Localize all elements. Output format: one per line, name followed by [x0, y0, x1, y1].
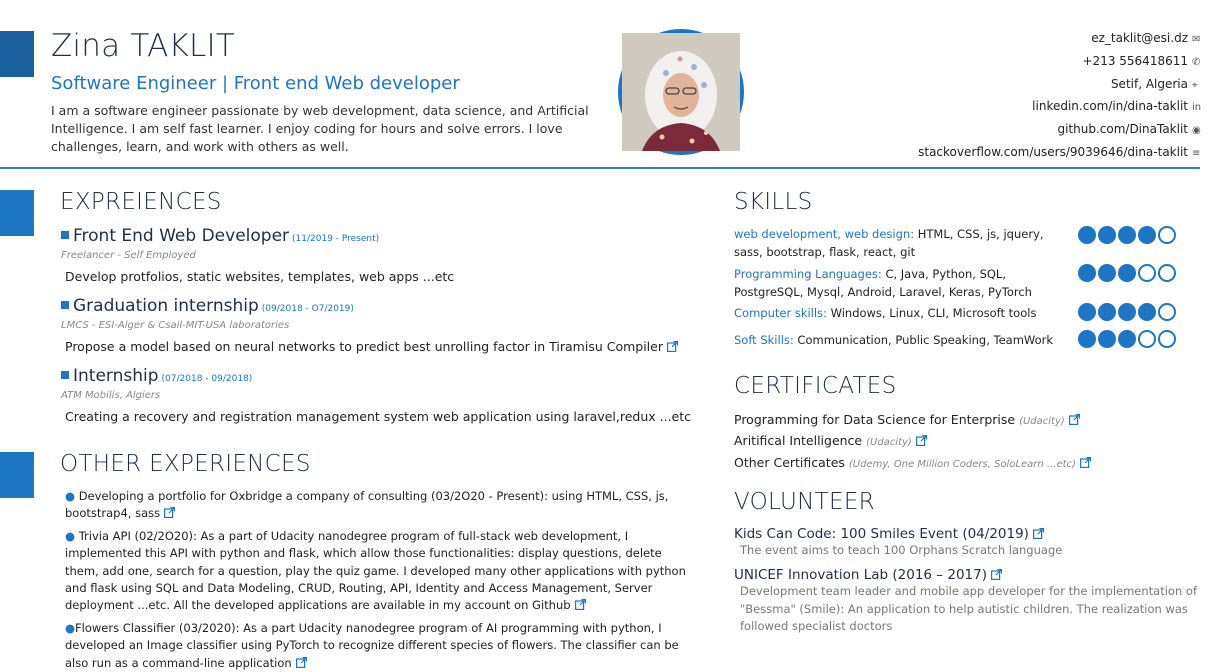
- stackoverflow-icon: ≡: [1192, 147, 1201, 159]
- skill-row: [734, 332, 1054, 350]
- certificate-item: Other Certificates (Udemy, One Million Coders, SoloLearn ...etc): [734, 455, 1091, 470]
- experiences-heading: EXPREIENCES: [60, 189, 222, 215]
- bullet-dot-icon: ●: [65, 621, 76, 635]
- rating-filled-circle: [1098, 264, 1116, 282]
- phone-icon: ✆: [1192, 56, 1201, 68]
- experience-dates: (09/2018 - O7/2019): [261, 304, 354, 314]
- external-link-icon[interactable]: [1069, 414, 1080, 425]
- rating-empty-circle: [1158, 226, 1176, 244]
- rating-filled-circle: [1078, 303, 1096, 321]
- person-name: Zina TAKLIT: [51, 28, 235, 64]
- rating-filled-circle: [1118, 303, 1136, 321]
- rating-filled-circle: [1118, 330, 1136, 348]
- experience-dates: (11/2019 - Present): [292, 234, 380, 244]
- skill-label: Soft Skills:: [734, 333, 794, 347]
- rating-filled-circle: [1118, 264, 1136, 282]
- rating-empty-circle: [1138, 330, 1156, 348]
- github-icon: ◉: [1192, 125, 1201, 137]
- skill-value: HTML, CSS, js, jquery, sass, bootstrap, flask, react, git: [734, 227, 1044, 259]
- experience-title: Front End Web Developer (11/2019 - Present): [61, 226, 379, 246]
- linkedin-icon: in: [1192, 102, 1202, 114]
- rating-filled-circle: [1078, 330, 1096, 348]
- rating-empty-circle: [1158, 303, 1176, 321]
- other-experiences-accent-bar: [0, 452, 34, 498]
- other-experiences-heading: OTHER EXPERIENCES: [60, 451, 311, 477]
- contact-linkedin[interactable]: linkedin.com/in/dina-taklit in: [918, 96, 1200, 119]
- volunteer-desc: Development team leader and mobile app developer for the implementation of "Bessma" (Smile): An application to help autistic children. The realization was followed specialist doctors: [740, 584, 1197, 633]
- bullet-square-icon: [61, 231, 69, 239]
- other-experience-item: ●Flowers Classifier (03/2020): As a part Udacity nanodegree program of AI programming with python, I developed an Image classifier using PyTorch to recognize different species of flowers. The classifier can be also run as a command-line application: [65, 621, 679, 670]
- external-link-icon[interactable]: [575, 599, 586, 610]
- skill-rating: [1078, 330, 1176, 348]
- experience-desc: Creating a recovery and registration management system web application using laravel,redux ...etc: [65, 409, 692, 424]
- skill-row: [734, 305, 1054, 323]
- bullet-dot-icon: ●: [65, 529, 79, 543]
- experience-desc: Propose a model based on neural networks to predict best unrolling factor in Tiramisu Compiler: [65, 339, 678, 354]
- experience-title: Graduation internship (09/2018 - O7/2019): [61, 296, 354, 316]
- skill-label: Computer skills:: [734, 306, 827, 320]
- skill-label: web development, web design:: [734, 227, 915, 241]
- certificate-source: (Udacity): [1019, 416, 1065, 427]
- header-accent-bar: [0, 31, 34, 77]
- volunteer-title: Kids Can Code: 100 Smiles Event (04/2019): [734, 526, 1044, 542]
- profile-photo: [618, 29, 744, 155]
- certificate-source: (Udacity): [866, 437, 912, 448]
- volunteer-desc: The event aims to teach 100 Orphans Scratch language: [740, 543, 1063, 557]
- rating-filled-circle: [1098, 303, 1116, 321]
- skill-value: Communication, Public Speaking, TeamWork: [793, 333, 1054, 347]
- bullet-dot-icon: ●: [65, 489, 79, 503]
- skill-rating: [1078, 303, 1176, 321]
- other-experience-item: ● Trivia API (02/2O20): As a part of Udacity nanodegree program of full-stack web development, I implemented this API with python and flask, which allow those functionalities: display questions, delete them, add one, search for a question, play the quiz game. I developed many other applications with python and flask using SQL and Data Modeling, CRUD, Routing, API, Identity and Access Management, Server deployment ...etc. All the developed applications are available in my account on Github: [65, 529, 686, 613]
- external-link-icon[interactable]: [991, 569, 1002, 580]
- skill-value: Windows, Linux, CLI, Microsoft tools: [826, 306, 1037, 320]
- certificate-item: Aritifical Intelligence (Udacity): [734, 433, 927, 448]
- location-icon: ⌖: [1192, 79, 1198, 91]
- certificate-item: Programming for Data Science for Enterprise (Udacity): [734, 412, 1080, 427]
- external-link-icon[interactable]: [164, 507, 175, 518]
- rating-filled-circle: [1138, 303, 1156, 321]
- rating-empty-circle: [1138, 264, 1156, 282]
- contact-phone[interactable]: +213 556418611 ✆: [918, 51, 1200, 74]
- rating-filled-circle: [1078, 226, 1096, 244]
- profile-summary: I am a software engineer passionate by web development, data science, and Artificial Intelligence. I am self fast learner. I enjoy coding for hours and solve errors. I love challenges, learn, and work with others as well.: [51, 103, 589, 154]
- rating-empty-circle: [1158, 330, 1176, 348]
- bullet-square-icon: [61, 301, 69, 309]
- contact-list: [918, 28, 1200, 165]
- certificate-source: (Udemy, One Million Coders, SoloLearn ...etc): [848, 459, 1076, 470]
- skill-row: [734, 226, 1054, 261]
- volunteer-title: UNICEF Innovation Lab (2016 – 2017): [734, 567, 1002, 583]
- experience-org: ATM Mobilis, Algiers: [61, 390, 161, 401]
- skill-value: C, Java, Python, SQL, PostgreSQL, Mysql, Android, Laravel, Keras, PyTorch: [734, 267, 1032, 299]
- contact-stackoverflow[interactable]: stackoverflow.com/users/9039646/dina-taklit ≡: [918, 142, 1200, 165]
- skill-label: Programming Languages:: [734, 267, 882, 281]
- experience-title: Internship (07/2018 - 09/2018): [61, 366, 252, 386]
- experience-org: LMCS - ESI-Alger & Csail-MIT-USA laboratories: [61, 320, 290, 331]
- rating-filled-circle: [1098, 330, 1116, 348]
- experience-desc: Develop protfolios, static websites, templates, web apps ...etc: [65, 269, 455, 284]
- job-title: Software Engineer | Front end Web developer: [51, 73, 460, 94]
- skill-rating: [1078, 264, 1176, 282]
- external-link-icon[interactable]: [296, 657, 307, 668]
- rating-filled-circle: [1078, 264, 1096, 282]
- external-link-icon[interactable]: [1080, 457, 1091, 468]
- rating-filled-circle: [1118, 226, 1136, 244]
- certificates-heading: CERTIFICATES: [734, 373, 897, 399]
- other-experience-item: ● Developing a portfolio for Oxbridge a company of consulting (03/2O20 - Present): using HTML, CSS, js, bootstrap4, sass: [65, 489, 669, 521]
- header-divider: [0, 167, 1200, 169]
- volunteer-heading: VOLUNTEER: [734, 489, 875, 515]
- contact-email[interactable]: ez_taklit@esi.dz ✉: [918, 28, 1200, 51]
- contact-location: Setif, Algeria ⌖: [918, 74, 1200, 97]
- bullet-square-icon: [61, 371, 69, 379]
- skills-heading: SKILLS: [734, 189, 813, 215]
- external-link-icon[interactable]: [916, 435, 927, 446]
- experience-dates: (07/2018 - 09/2018): [161, 374, 253, 384]
- rating-filled-circle: [1098, 226, 1116, 244]
- skill-rating: [1078, 226, 1176, 244]
- external-link-icon[interactable]: [1033, 528, 1044, 539]
- rating-empty-circle: [1158, 264, 1176, 282]
- external-link-icon[interactable]: [667, 341, 678, 352]
- skill-row: [734, 266, 1054, 301]
- experiences-accent-bar: [0, 190, 34, 236]
- contact-github[interactable]: github.com/DinaTaklit ◉: [918, 119, 1200, 142]
- experience-org: Freelancer - Self Employed: [61, 250, 196, 261]
- envelope-icon: ✉: [1192, 34, 1201, 45]
- rating-filled-circle: [1138, 226, 1156, 244]
